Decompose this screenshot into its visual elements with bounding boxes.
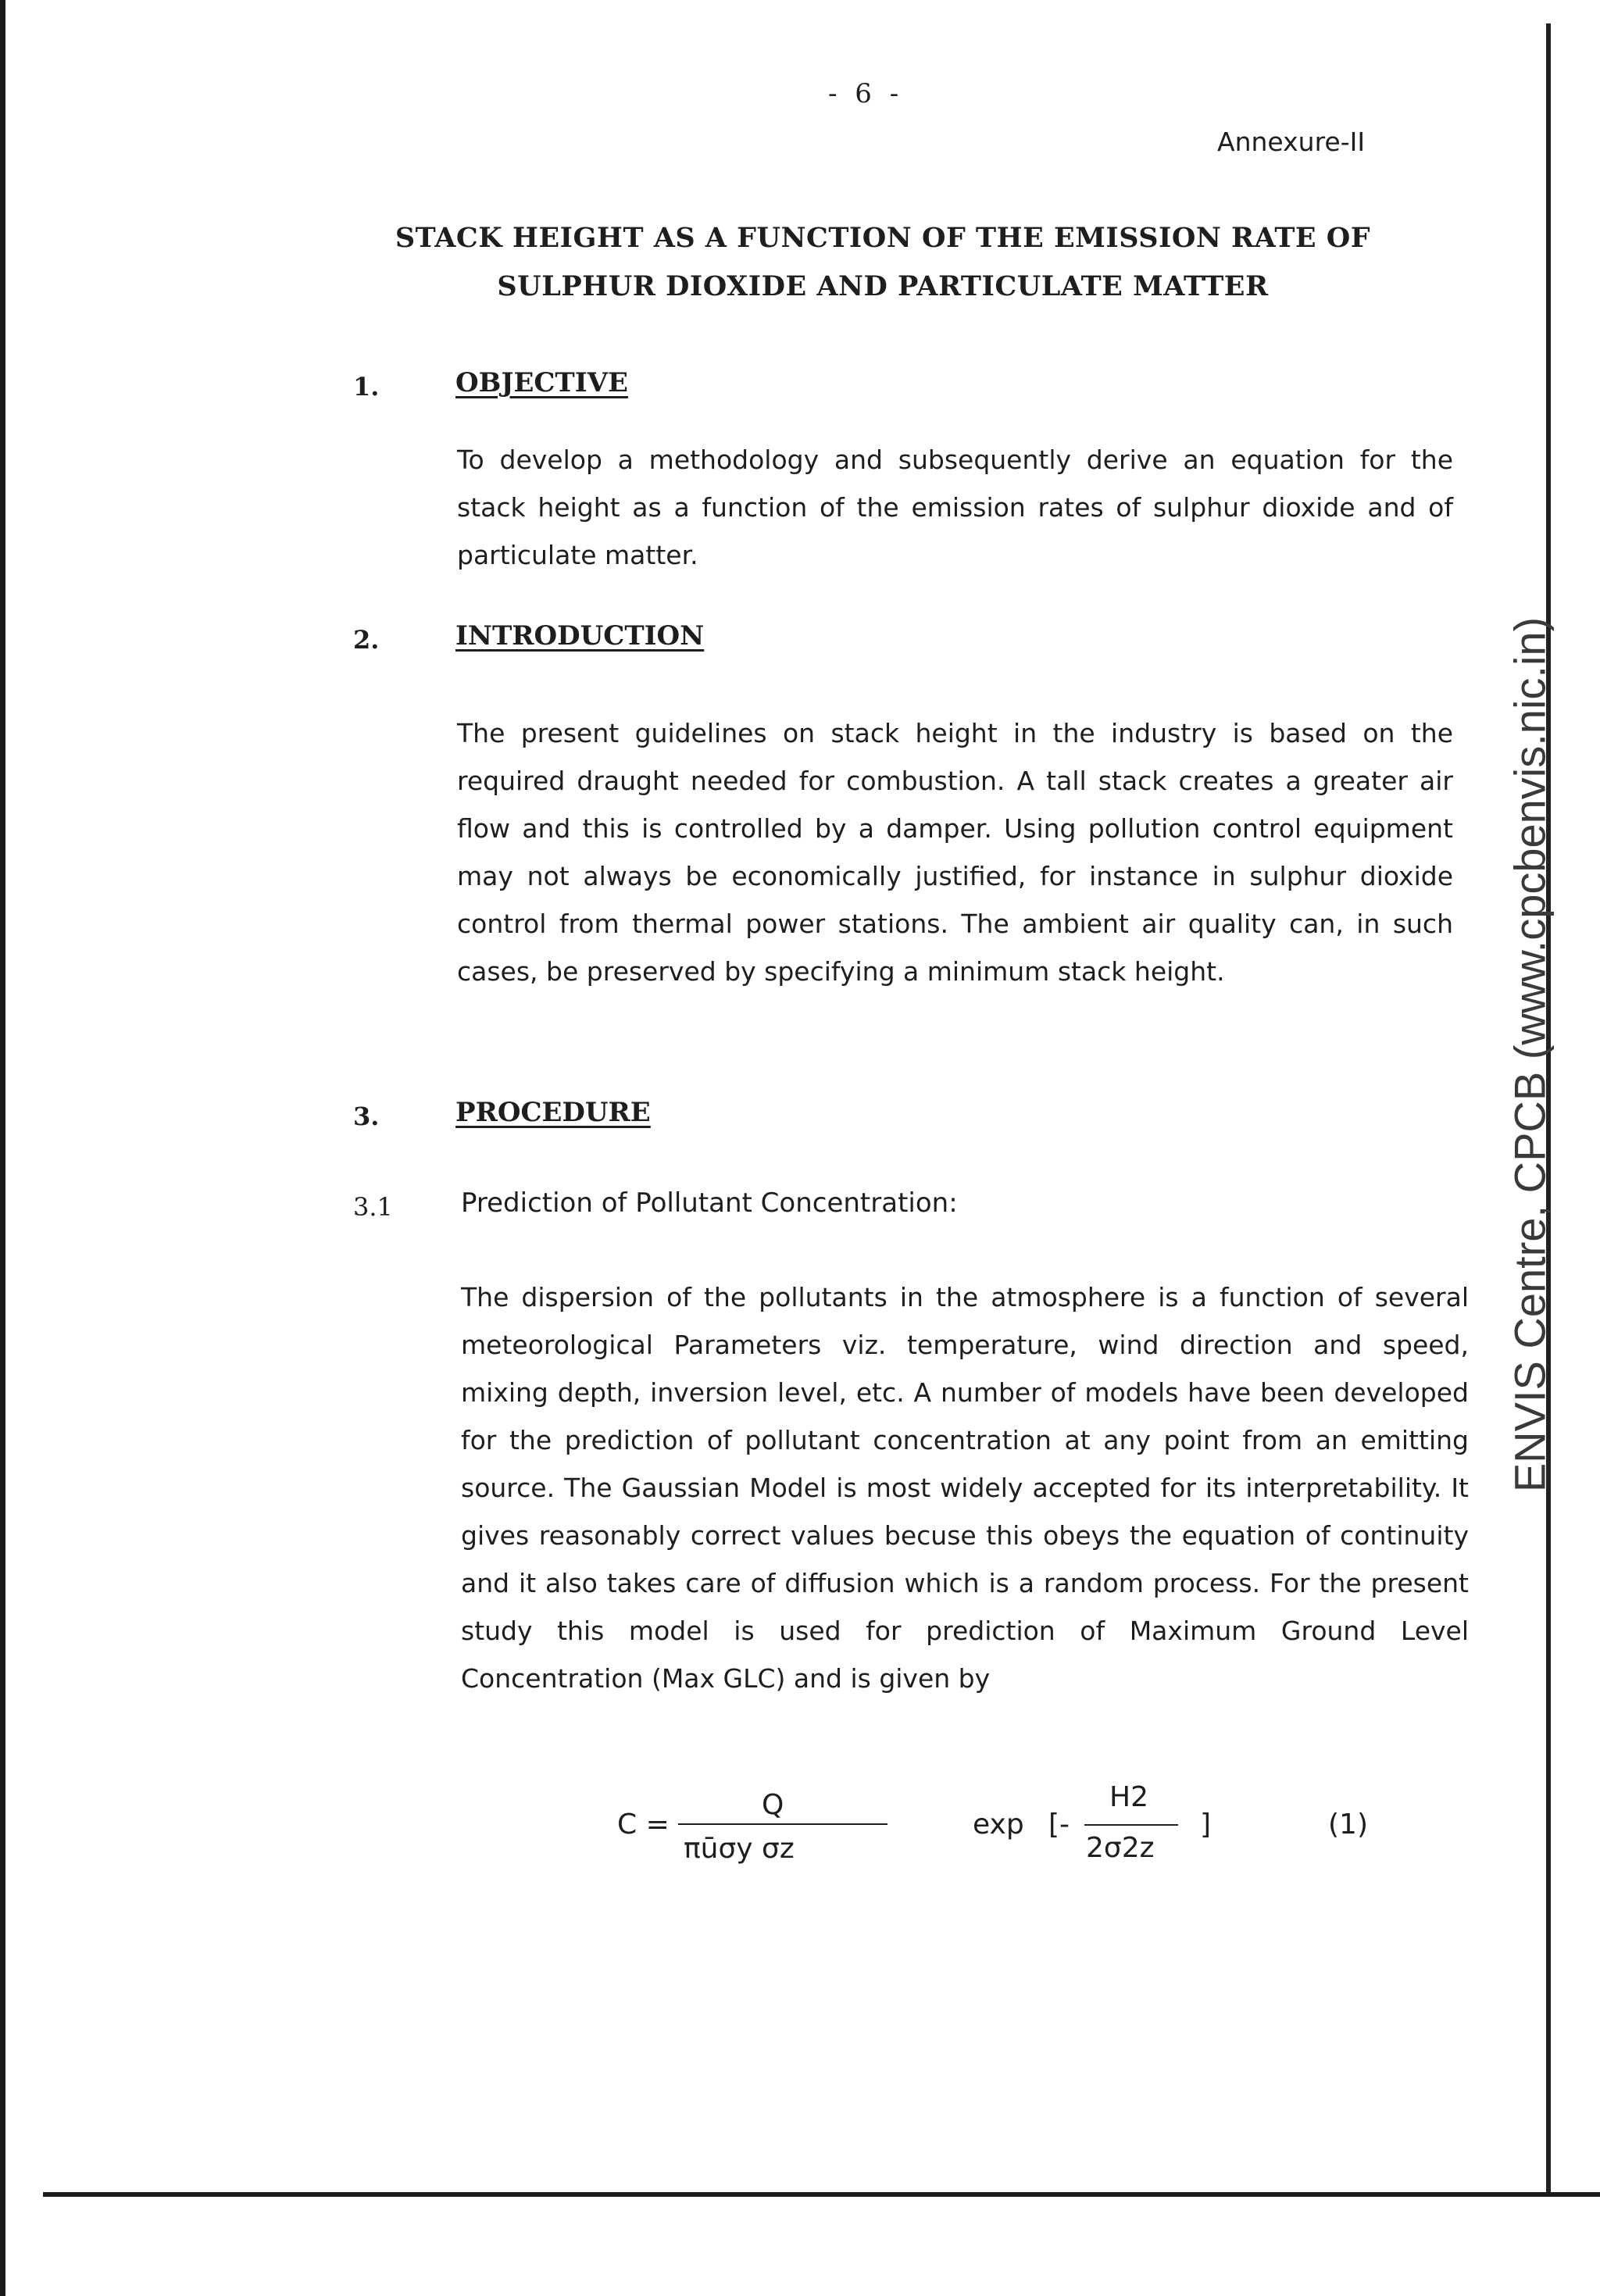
equation-lhs: C =: [617, 1809, 670, 1841]
page-number: - 6 -: [828, 78, 904, 109]
dispersion-paragraph: The dispersion of the pollutants in the atmosphere is a function of several meteorological Parameters viz. temperature, wind direction and speed, mixing depth, inversion level, etc. A number of models have been developed for the prediction of pollutant concentration at any point from an emitting source. The Gaussian Model is most widely accepted for its interpretability. It gives reasonably correct values becuse this obeys the equation of continuity and it also takes care of diffusion which is a random process. For the present study this model is used for prediction of Maximum Ground Level Concentration (Max GLC) and is given by: [461, 1282, 1469, 1694]
document-title: [336, 214, 1430, 311]
title-line-1: STACK HEIGHT AS A FUNCTION OF THE EMISSION RATE OF: [395, 222, 1371, 254]
equation-exp-label: exp: [973, 1809, 1024, 1841]
title-line-2: SULPHUR DIOXIDE AND PARTICULATE MATTER: [497, 270, 1269, 302]
section-number-introduction: 2.: [353, 625, 380, 655]
objective-paragraph: To develop a methodology and subsequently derive an equation for the stack height as a function of the emission rates of sulphur dioxide and of particulate matter.: [457, 445, 1453, 570]
equation-number: (1): [1328, 1809, 1368, 1841]
equation-exp-denominator: 2σ2z: [1086, 1832, 1155, 1864]
equation-exp-fraction-bar: [1084, 1824, 1178, 1826]
equation-fraction-bar: [678, 1823, 888, 1825]
section-number-objective: 1.: [353, 372, 380, 402]
envis-watermark: ENVIS Centre, CPCB (www.cpcbenvis.nic.in): [1505, 616, 1555, 1493]
subsection-heading: Prediction of Pollutant Concentration:: [461, 1187, 958, 1219]
equation-exp-numerator: H2: [1109, 1781, 1148, 1813]
bottom-scan-border: [43, 2192, 1600, 2197]
introduction-paragraph: The present guidelines on stack height in the industry is based on the required draught needed for combustion. A tall stack creates a greater air flow and this is controlled by a damper. Using pollution control equipment may not always be economically justified, for instance in sulphur dioxide control from thermal power stations. The ambient air quality can, in such cases, be preserved by specifying a minimum stack height.: [457, 718, 1453, 987]
annexure-label: Annexure-II: [1217, 127, 1366, 157]
equation-numerator: Q: [762, 1789, 784, 1821]
equation-denominator: πūσy σz: [684, 1833, 795, 1865]
left-scan-border: [0, 0, 5, 2296]
subsection-number: 3.1: [353, 1192, 393, 1222]
equation-close-bracket: ]: [1200, 1809, 1212, 1841]
section-heading-objective: OBJECTIVE: [455, 367, 628, 398]
section-number-procedure: 3.: [353, 1102, 380, 1131]
section-heading-procedure: PROCEDURE: [455, 1097, 651, 1128]
section-heading-introduction: INTRODUCTION: [455, 620, 705, 652]
equation-open-bracket: [-: [1048, 1809, 1070, 1841]
